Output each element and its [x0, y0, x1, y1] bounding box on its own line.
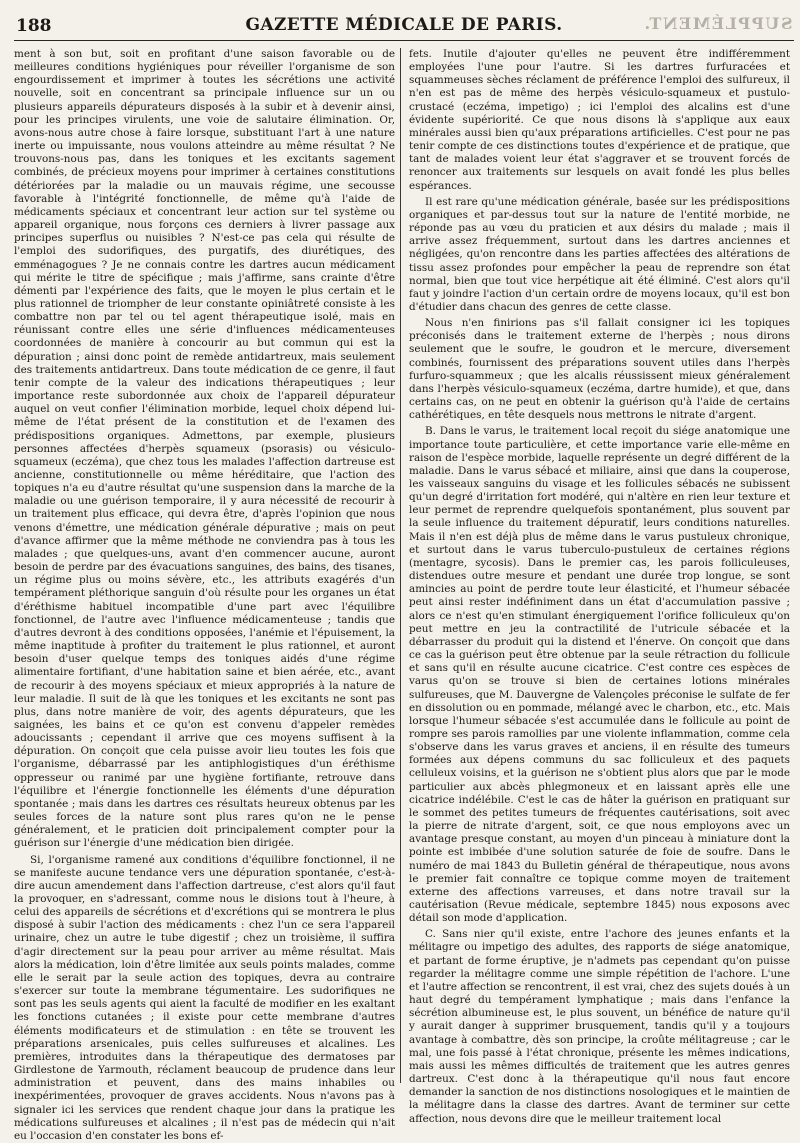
right-paragraph-4: B. Dans le varus, le traitement local reçoit du siége anatomique une importance toute particulière, et cette importance varie elle-même en raison de l'espèce morbide, laquelle représente un degré différent de la maladie. Dans le varus sébacé et miliaire, ainsi que dans la couperose, les vaisseaux sanguins du visage et les follicules sébacés ne subissent qu'un degré d'irritation fort modéré, qui n'altère en rien leur texture et leur permet de reprendre quelquefois spontanément, plus souvent par la seule influence du traitement dépuratif, leurs conditions naturelles. Mais il n'en est déjà plus de même dans le varus pustuleux chronique, et surtout dans le varus tuberculo-pustuleux de certaines régions (mentagre, sycosis). Dans le premier cas, les parois folliculeuses, distendues outre mesure et pendant une durée trop longue, se sont amincies au point de perdre toute leur élasticité, et l'humeur sébacée peut ainsi rester indéfiniment dans un état d'accumulation passive ; alors ce n'est qu'en stimulant énergiquement l'orifice folliculeux qu'on peut mettre en jeu la contractilité de l'utricule sébacée et la débarrasser du produit qui la distend et l'énerve. On conçoit que dans ce cas la guérison peut être obtenue par la seule rétraction du follicule et sans qu'il en résulte aucune cicatrice. C'est contre ces espèces de varus qu'on se trouve si bien de certaines lotions minérales sulfureuses, que M. Dauvergne de Valençoles préconise le sulfate de fer en dissolution ou en pommade, mélangé avec le charbon, etc., etc. Mais lorsque l'humeur sébacée s'est accumulée dans le follicule au point de rompre ses parois ramollies par une violente inflammation, comme cela s'observe dans les varus graves et anciens, il en résulte des tumeurs formées aux dépens communs du sac folliculeux et des paquets celluleux voisins, et la guérison ne s'obtient plus alors que par le mode particulier aux abcès phlegmoneux et en laissant après elle une cicatrice indélébile. C'est le cas de hâter la guérison en pratiquant sur le sommet des petites tumeurs de fréquentes cautérisations, soit avec la pierre de nitrate d'argent, soit, ce que nous employons avec un avantage presque constant, au moyen d'un pinceau à miniature dont la pointe est imbibée d'une solution saturée de foie de soufre. Dans le numéro de mai 1843 du Bulletin général de thérapeutique, nous avons le premier fait connaître ce topique comme moyen de traitement externe des affections varreuses, et dans notre travail sur la cautérisation (Revue médicale, septembre 1845) nous exposons avec détail son mode d'application.: [409, 425, 790, 925]
page-number: 188: [16, 16, 52, 36]
left-paragraph-2: Si, l'organisme ramené aux conditions d'équilibre fonctionnel, il ne se manifeste aucune tendance vers une dépuration spontanée, c'est-à-dire aucun amendement dans l'affection dartreuse, c'est alors qu'il faut la provoquer, en s'adressant, comme nous le disions tout à l'heure, à celui des appareils de sécrétions et d'excrétions qui se montrera le plus disposé à subir l'action des médicaments : chez l'un ce sera l'appareil urinaire, chez un autre le tube digestif ; chez un troisième, il suffira d'agir directement sur la peau pour arriver au même résultat. Mais alors la médication, loin d'être limitée aux seuls points malades, comme elle le serait par la seule action des topiques, devra au contraire s'exercer sur toute la membrane tégumentaire. Les sudorifiques ne sont pas les seuls agents qui aient la faculté de modifier en les exaltant les fonctions cutanées ; il existe pour cette membrane d'autres éléments modificateurs et de stimulation : en tête se trouvent les préparations arsenicales, puis celles sulfureuses et alcalines. Les premières, introduites dans la thérapeutique des dermatoses par Girdlestone de Yarmouth, réclament beaucoup de prudence dans leur administration et peuvent, dans des mains inhabiles ou inexpérimentées, provoquer de graves accidents. Nous n'avons pas à signaler ici les services que rendent chaque jour dans la pratique les médications sulfureuses et alcalines ; il n'est pas de médecin qui n'ait eu l'occasion d'en constater les bons ef-: [14, 853, 395, 1142]
right-paragraph-1: fets. Inutile d'ajouter qu'elles ne peuvent être indifféremment employées l'une pour l'autre. Si les dartres furfuracées et squammeuses sèches réclament de préférence l'emploi des sulfureux, il n'en est pas de même des herpès vésiculo-squameux et pustulo-crustacé (eczéma, impetigo) ; ici l'emploi des alcalins est d'une évidente supériorité. Ce que nous disons là s'applique aux eaux minérales aussi bien qu'aux préparations artificielles. C'est pour ne pas tenir compte de ces distinctions toutes d'expérience et de pratique, que tant de malades voient leur état s'aggraver et se trouvent forcés de renoncer aux traitements sur lesquels on avait fondé les plus belles espérances.: [409, 48, 790, 192]
journal-title: GAZETTE MÉDICALE DE PARIS.: [245, 15, 563, 35]
bleed-through-text: SUPPLÉMENT.: [642, 14, 792, 33]
column-divider: [400, 48, 401, 1083]
left-column: [14, 48, 395, 1142]
left-paragraph-1: ment à son but, soit en profitant d'une saison favorable ou de meilleures conditions hygiéniques pour réveiller l'organisme de son engourdissement et imprimer à toutes les sécrétions une activité nouvelle, soit en concentrant sa principale influence sur un ou plusieurs appareils dépurateurs disposés à la subir et à devenir ainsi, pour les principes virulents, une voie de salutaire élimination. Or, avons-nous autre chose à faire lorsque, substituant l'art à une nature inerte ou impuissante, nous voulons atteindre au même résultat ? Ne trouvons-nous pas, dans les toniques et les excitants sagement combinés, de précieux moyens pour imprimer à certaines constitutions détériorées par la maladie ou un mauvais régime, une secousse favorable à l'intégrité fonctionnelle, de même qu'à l'aide de médicaments spéciaux et concentrant leur action sur tel système ou appareil organique, nous forçons ces derniers à livrer passage aux principes superflus ou nuisibles ? N'est-ce pas cela qui résulte de l'emploi des sudorifiques, des purgatifs, des diurétiques, des emménagogues ? Je ne connais contre les dartres aucun médicament qui mérite le titre de spécifique ; mais j'affirme, sans crainte d'être démenti par l'expérience des faits, que le moyen le plus certain et le plus rationnel de triompher de leur constante opiniâtreté consiste à les combattre non par tel ou tel agent thérapeutique isolé, mais en réunissant contre elles une série d'influences médicamenteuses coordonnées de manière à concourir au but commun qui est la dépuration ; ainsi donc point de remède antidartreux, mais seulement des traitements antidartreux. Dans toute médication de ce genre, il faut tenir compte de la valeur des indications thérapeutiques ; leur importance reste subordonnée aux choix de l'appareil dépurateur auquel on veut confier l'élimination morbide, lequel choix dépend lui-même de l'état présent de la constitution et de l'examen des prédispositions organiques. Admettons, par exemple, plusieurs personnes affectées d'herpès squameux (psorasis) ou vésiculo-squameux (eczéma), que chez tous les malades l'affection dartreuse est ancienne, constitutionnelle ou même héréditaire, que l'action des topiques n'a eu d'autre résultat qu'une suspension dans la marche de la maladie ou une guérison temporaire, il y aura nécessité de recourir à un traitement plus efficace, qui devra être, d'après l'opinion que nous venons d'émettre, une médication générale dépurative ; mais on peut d'avance affirmer que la même méthode ne conviendra pas à tous les malades ; que quelques-uns, avant d'en commencer aucune, auront besoin de perdre par des évacuations sanguines, des bains, des tisanes, un régime plus ou moins sévère, etc., les attributs exagérés d'un tempérament pléthorique sanguin d'où résulte pour les organes un état d'éréthisme habituel incompatible d'une part avec l'équilibre fonctionnel, de l'autre avec l'influence médicamenteuse ; tandis que d'autres devront à des conditions opposées, l'anémie et l'épuisement, la même inaptitude à profiter du traitement le plus rationnel, et auront besoin d'user quelque temps des toniques aidés d'une régime alimentaire fortifiant, d'une habitation saine et bien aérée, etc., avant de recourir à des moyens spéciaux et mieux appropriés à la nature de leur maladie. Il suit de là que les toniques et les excitants ne sont pas plus, dans notre manière de voir, des agents dépurateurs, que les saignées, les bains et ce qu'on est convenu d'appeler remèdes adoucissants ; cependant il arrive que ces moyens suffisent à la dépuration. On conçoit que cela puisse avoir lieu toutes les fois que l'organisme, débarrassé par les antiphlogistiques d'un éréthisme oppresseur ou ranimé par une hygiène fortifiante, retrouve dans l'équilibre et l'énergie fonctionnelle les éléments d'une dépuration spontanée ; mais dans les dartres ces résultats heureux obtenus par les seules forces de la nature sont plus rares qu'on ne le pense généralement, et le praticien doit principalement compter pour la guérison sur l'énergie d'une médication bien dirigée.: [14, 48, 395, 850]
right-column: [409, 48, 790, 1125]
page-header: [14, 10, 794, 41]
right-paragraph-5: C. Sans nier qu'il existe, entre l'achore des jeunes enfants et la mélitagre ou impetigo des adultes, des rapports de siége anatomique, et partant de forme éruptive, je n'admets pas cependant qu'on puisse regarder la mélitagre comme une simple répétition de l'achore. L'une et l'autre affection se rencontrent, il est vrai, chez des sujets doués à un haut degré du tempérament lymphatique ; mais dans l'enfance la sécrétion albumineuse est, le plus souvent, un bénéfice de nature qu'il y aurait danger à supprimer brusquement, tandis qu'il y a toujours avantage à combattre, dès son principe, la croûte mélitagreuse ; car le mal, une fois passé à l'état chronique, présente les mêmes indications, mais aussi les mêmes difficultés de traitement que les autres genres dartreux. C'est donc à la thérapeutique qu'il nous faut encore demander la sanction de nos distinctions nosologiques et le maintien de la mélitagre dans la classe des dartres. Avant de terminer sur cette affection, nous devons dire que le meilleur traitement local: [409, 928, 790, 1125]
right-paragraph-3: Nous n'en finirions pas s'il fallait consigner ici les topiques préconisés dans le traitement externe de l'herpès ; nous dirons seulement que le soufre, le goudron et le mercure, diversement combinés, fournissent des préparations souvent utiles dans l'herpès furfuro-squammeux ; que les alcalis réussissent mieux généralement dans l'herpès vésiculo-squameux (eczéma, dartre humide), et que, dans certains cas, on ne peut en obtenir la guérison qu'à l'aide de certains cathérétiques, en tête desquels nous mettrons le nitrate d'argent.: [409, 317, 790, 422]
right-paragraph-2: Il est rare qu'une médication générale, basée sur les prédispositions organiques et par-dessus tout sur la nature de l'entité morbide, ne réponde pas au vœu du praticien et aux désirs du malade ; mais il arrive assez fréquemment, surtout dans les dartres anciennes et négligées, qu'on rencontre dans les parties affectées des altérations de tissu assez profondes pour empêcher la peau de reprendre son état normal, bien que tout vice herpétique ait été éliminé. C'est alors qu'il faut y joindre l'action d'un certain ordre de moyens locaux, qu'il est bon d'étudier dans chacun des genres de cette classe.: [409, 195, 790, 313]
